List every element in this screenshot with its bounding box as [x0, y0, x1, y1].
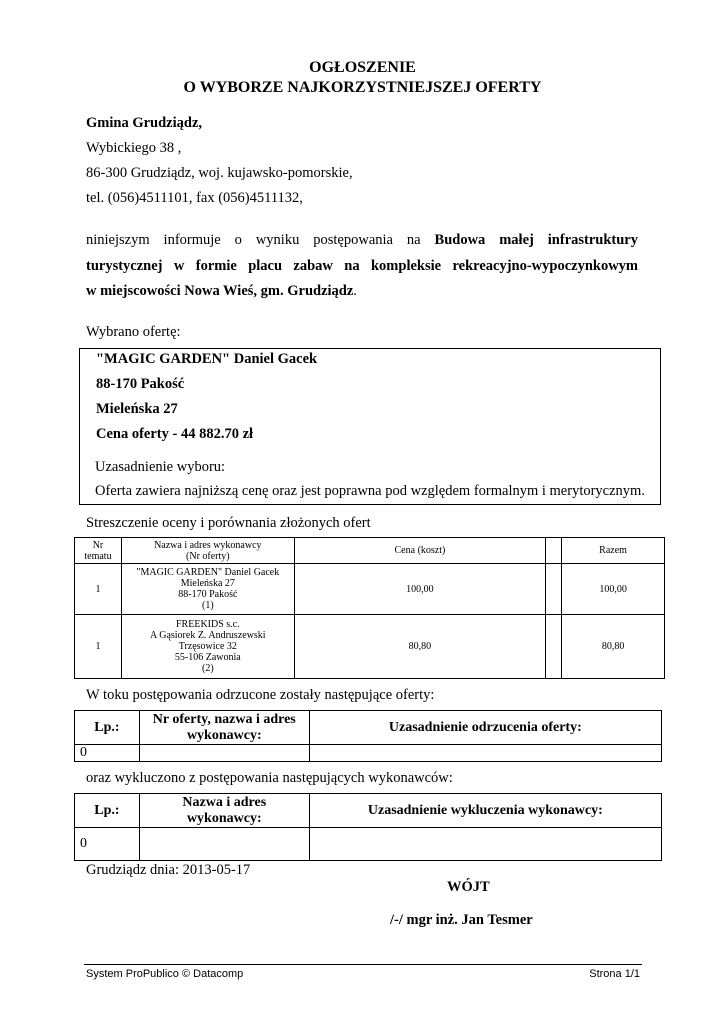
signature-date: Grudziądz dnia: 2013-05-17	[86, 862, 251, 878]
intro-period: .	[353, 283, 357, 299]
row1-spacer	[546, 564, 562, 615]
summary-header-nr: Nr tematu	[75, 538, 122, 564]
row2-contractor: FREEKIDS s.c. A Gąsiorek Z. Andruszewski Trzęsowice 32 55-106 Zawonia (2)	[121, 615, 294, 679]
rejected-heading: W toku postępowania odrzucone zostały następujące oferty:	[86, 687, 435, 703]
document-title-line2: O WYBORZE NAJKORZYSTNIEJSZEJ OFERTY	[183, 79, 542, 96]
rejected-row-name	[139, 745, 309, 762]
table-row	[75, 745, 662, 762]
row1-price: 100,00	[294, 564, 545, 615]
summary-header-spacer	[546, 538, 562, 564]
rejected-col-name: Nr oferty, nazwa i adres wykonawcy:	[139, 711, 309, 745]
row2-spacer	[546, 615, 562, 679]
table-row	[75, 564, 665, 615]
summary-heading: Streszczenie oceny i porównania złożonych ofert	[86, 515, 371, 531]
summary-header-total: Razem	[562, 538, 665, 564]
authority-street: Wybickiego 38 ,	[86, 140, 182, 156]
intro-subject: Budowa małej infrastruktury	[434, 232, 638, 248]
authority-name: Gmina Grudziądz,	[86, 115, 203, 131]
winner-price: Cena oferty - 44 882.70 zł	[96, 426, 254, 442]
excluded-table	[74, 793, 662, 861]
winner-postal: 88-170 Pakość	[96, 376, 185, 392]
row1-nr: 1	[75, 564, 122, 615]
footer-page: Strona 1/1	[589, 968, 640, 980]
table-row	[75, 615, 665, 679]
summary-header-price: Cena (koszt)	[294, 538, 545, 564]
row1-contractor: "MAGIC GARDEN" Daniel Gacek Mieleńska 27 88-170 Pakość (1)	[121, 564, 294, 615]
authority-contact: tel. (056)4511101, fax (056)4511132,	[86, 190, 303, 206]
excluded-header-row	[75, 794, 662, 828]
intro-line2: turystycznej w formie placu zabaw na kompleksie rekreacyjno-wypoczynkowym	[86, 258, 638, 274]
excluded-col-lp: Lp.:	[75, 794, 140, 828]
excluded-col-name: Nazwa i adres wykonawcy:	[139, 794, 309, 828]
row2-total: 80,80	[562, 615, 665, 679]
excluded-col-reason: Uzasadnienie wykluczenia wykonawcy:	[309, 794, 661, 828]
row2-nr: 1	[75, 615, 122, 679]
intro-location: w miejscowości Nowa Wieś, gm. Grudziądz	[86, 283, 354, 299]
rejected-header-row	[75, 711, 662, 745]
footer-left: System ProPublico © Datacomp	[86, 968, 244, 980]
signature-name: /-/ mgr inż. Jan Tesmer	[390, 912, 533, 928]
excluded-heading: oraz wykluczono z postępowania następujących wykonawców:	[86, 770, 453, 786]
authority-city: 86-300 Grudziądz, woj. kujawsko-pomorskie,	[86, 165, 353, 181]
rejected-col-lp: Lp.:	[75, 711, 140, 745]
intro-text: niniejszym informuje o wyniku postępowania na	[86, 232, 421, 248]
summary-header-row	[75, 538, 665, 564]
excluded-row-name	[139, 828, 309, 861]
justification-label: Uzasadnienie wyboru:	[95, 459, 226, 475]
table-row	[75, 828, 662, 861]
excluded-row-reason	[309, 828, 661, 861]
winner-company: "MAGIC GARDEN" Daniel Gacek	[96, 351, 318, 367]
intro-line3	[86, 282, 357, 300]
rejected-table	[74, 710, 662, 762]
document-title-line1: OGŁOSZENIE	[309, 59, 416, 76]
winner-street: Mieleńska 27	[96, 401, 178, 417]
intro-line1	[86, 231, 638, 249]
summary-table	[74, 537, 665, 679]
row2-price: 80,80	[294, 615, 545, 679]
rejected-row-value: 0	[75, 745, 140, 762]
footer-divider	[84, 964, 642, 965]
rejected-col-reason: Uzasadnienie odrzucenia oferty:	[309, 711, 661, 745]
signature-role: WÓJT	[447, 879, 490, 895]
summary-header-name: Nazwa i adres wykonawcy (Nr oferty)	[121, 538, 294, 564]
selected-label: Wybrano ofertę:	[86, 324, 181, 340]
row1-total: 100,00	[562, 564, 665, 615]
rejected-row-reason	[309, 745, 661, 762]
justification-text: Oferta zawiera najniższą cenę oraz jest poprawna pod względem formalnym i merytorycznym.	[95, 483, 645, 499]
excluded-row-value: 0	[75, 828, 140, 861]
